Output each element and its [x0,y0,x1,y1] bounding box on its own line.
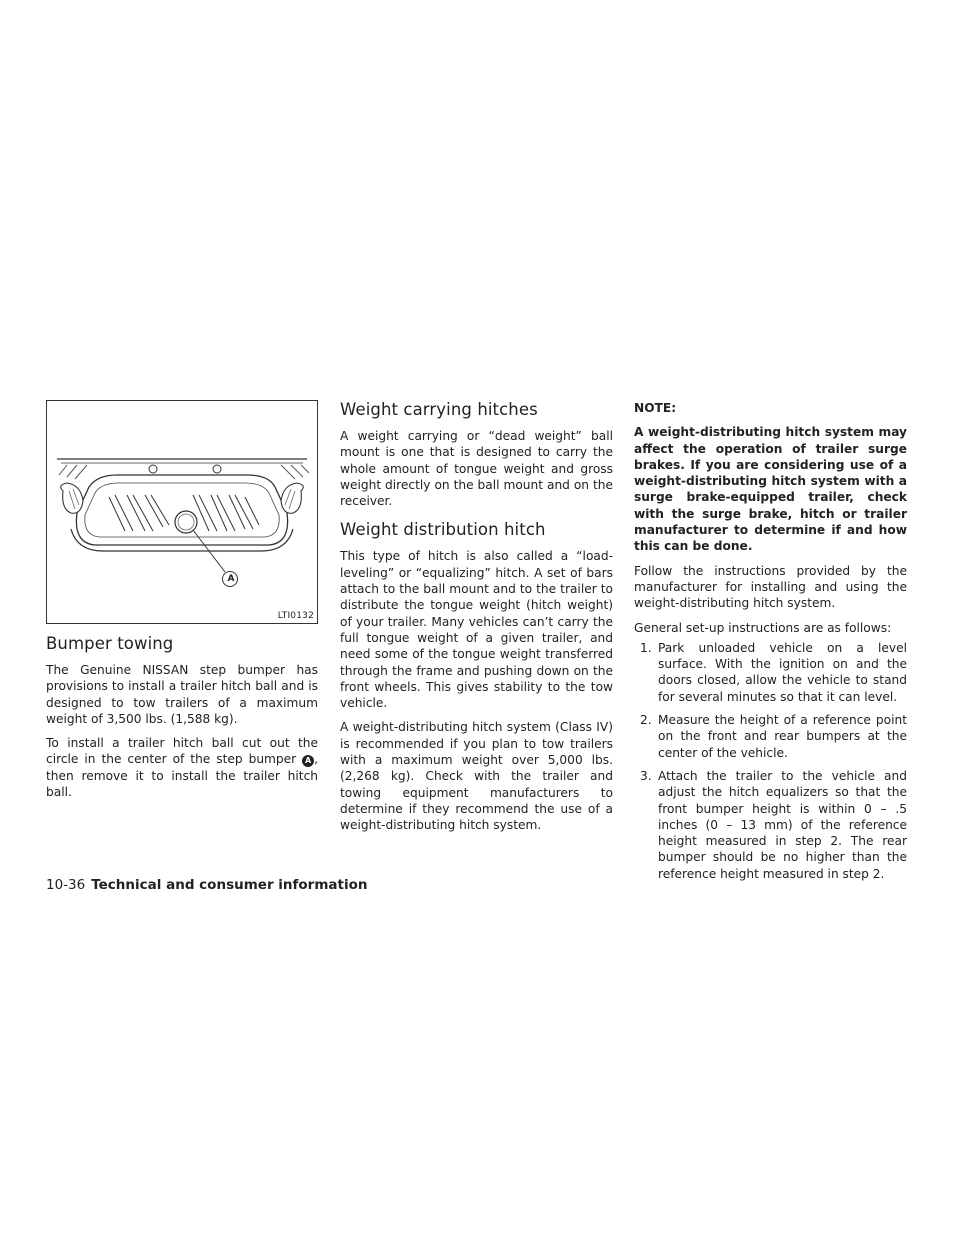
weight-carrying-para: A weight carrying or “dead weight” ball mount is one that is designed to carry the whole amount of tongue weight and gross weight directly on the ball mount and on the receiver. [340,429,613,509]
step-bumper-illustration [47,401,317,623]
weight-distribution-para-2: A weight-distributing hitch system (Class IV) is recommended if you plan to tow trailers with a maximum weight over 5,000 lbs. (2,268 kg). Check with the trailer and towing equipment manufacturers to determine if they recommend the use of a weight-distributing hitch system. [340,720,613,833]
para-2-after: , then remove it to install the trailer hitch ball. [46,752,318,800]
weight-carrying-heading: Weight carrying hitches [340,400,538,419]
page-footer [46,877,367,893]
figure-code: LTI0132 [277,611,314,621]
general-setup-para: General set-up instructions are as follows: [634,620,892,635]
bumper-towing-heading: Bumper towing [46,634,174,653]
left-column [46,400,318,808]
follow-instructions-para: Follow the instructions provided by the manufacturer for installing and using the weight-distributing hitch system. [634,563,907,611]
page-number: 10-36 [46,877,86,893]
note-label: NOTE: [634,401,677,415]
right-column [634,400,907,889]
para-2-before: To install a trailer hitch ball cut out the circle in the center of the step bumper [46,736,318,767]
bumper-towing-para-1: The Genuine NISSAN step bumper has provisions to install a trailer hitch ball and is designed to tow trailers of a maximum weight of 3,500 lbs. (1,588 kg). [46,663,318,726]
list-item: 1. Park unloaded vehicle on a level surface. With the ignition on and the doors closed, allow the vehicle to stand for several minutes so that it can level. [640,640,907,704]
setup-steps-list [634,640,907,882]
bumper-towing-para-2 [46,735,318,800]
step-bumper-figure [46,400,318,624]
list-item: 2. Measure the height of a reference point on the front and rear bumpers at the center of the vehicle. [640,713,907,760]
weight-distribution-para-1: This type of hitch is also called a “load-leveling” or “equalizing” hitch. A set of bars attach to the ball mount and to the trailer to distribute the tongue weight (hitch weight) of your trailer. Many vehicles can’t carry the full tongue weight of a given trailer, and need some of the tongue weight transferred through the frame and pushing down on the front wheels. This gives stability to the tow vehicle. [340,549,613,711]
callout-a-badge: A [302,755,314,767]
list-item: 3. Attach the trailer to the vehicle and adjust the hitch equalizers so that the front bumper height is within 0 – .5 inches (0 – 13 mm) of the reference height measured in step 2. The rear bumper should be no higher than the reference height measured in step 2. [640,768,907,881]
section-title: Technical and consumer information [91,877,368,893]
callout-a-label: A [227,574,235,584]
note-text: A weight-distributing hitch system may affect the operation of trailer surge brakes. If you are considering use of a weight-distributing hitch system with a surge brake-equipped trailer, check with the surge brake, hitch or trailer manufacturer to determine if and how this can be done. [634,425,907,554]
weight-distribution-heading: Weight distribution hitch [340,520,546,540]
middle-column [340,400,613,842]
